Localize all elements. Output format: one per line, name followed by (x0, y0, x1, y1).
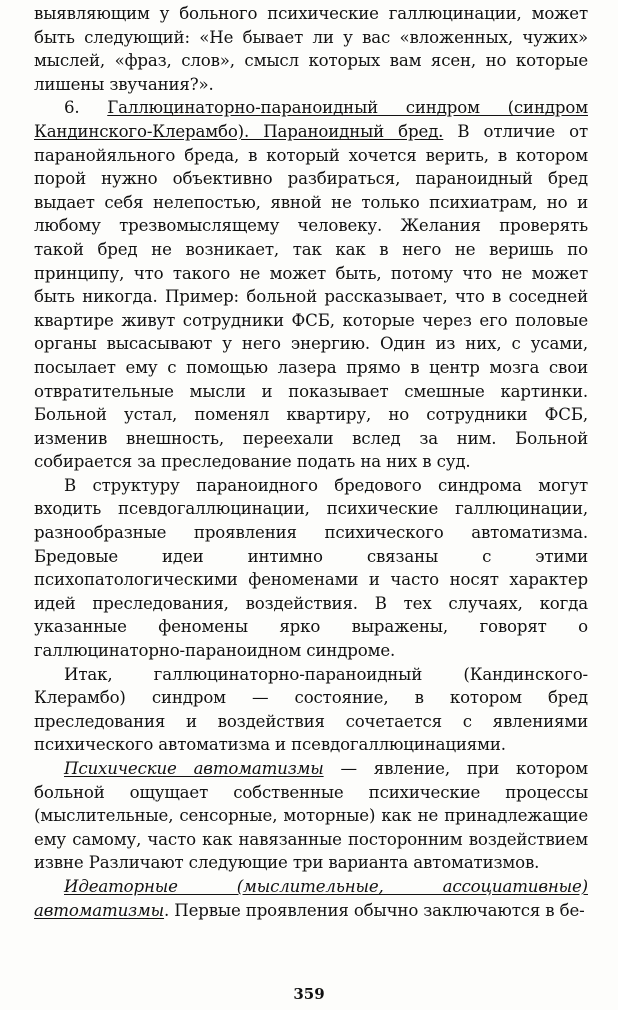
section-number: 6. (64, 98, 108, 118)
term-ideational-automatisms: Идеаторные (мыслительные, ассоциативные) автоматизмы (34, 876, 588, 920)
paragraph-syndrome-6 (34, 96, 588, 474)
paragraph-structure: В структуру параноидного бредового синдрома могут входить псевдогаллюцинации, психические галлюцинации, разнообразные проявления психического автоматизма. Бредовые идеи интимно связаны с этими психопатологическими феноменами и часто носят характер идей преследования, воздействия. В тех случаях, когда указанные феномены ярко выражены, говорят о галлюцинаторно-параноидном синдроме. (34, 475, 588, 661)
automatisms-definition: — явление, при котором больной ощущает собственные психические процессы (мыслительные, сенсорные, моторные) как не принадлежащие ему самому, часто как навязанные посторонним воздействием извне Различают следующие три варианта автоматизмов. (34, 759, 588, 873)
section-heading: Галлюцинаторно-параноидный синдром (синдром Кандинского-Клерамбо). Параноидный бред. (34, 98, 588, 141)
paragraph-summary: Итак, галлюцинаторно-параноидный (Кандинского-Клерамбо) синдром — состояние, в котором бред преследования и воздействия сочетается с явлениями психического автоматизма и псевдогаллюцинациями. (34, 664, 588, 755)
ideational-body: . Первые проявления обычно заключаются в бе- (164, 900, 585, 920)
section-body: В отличие от паранойяльного бреда, в который хочется верить, в котором порой нужно объективно разбираться, параноидный бред выдает себя нелепостью, явной не только психиатрам, но и любому трезвомыслящему человеку. Желания проверять такой бред не возникает, так как в него не веришь по принципу, что такого не может быть, потому что не может быть никогда. Пример: больной рассказывает, что в соседней квартире живут сотрудники ФСБ, которые через его половые органы высасывают у него энергию. Один из них, с усами, посылает ему с помощью лазера прямо в центр мозга свои отвратительные мысли и показывает смешные картинки. Больной устал, поменял квартиру, но сотрудники ФСБ, изменив внешность, переехали вслед за ним. Больной собирается за преследование подать на них в суд. (34, 121, 588, 472)
paragraph-ideational (34, 875, 588, 922)
term-psychic-automatisms: Психические автоматизмы (64, 759, 324, 778)
page-body-text (34, 2, 588, 922)
page-number: 359 (293, 985, 325, 1003)
paragraph-continuation: выявляющим у больного психические галлюцинации, может быть следующий: «Не бывает ли у вас «вложенных, чужих» мыслей, «фраз, слов», смысл которых вам ясен, но которые лишены звучания?». (34, 4, 588, 94)
paragraph-automatisms (34, 757, 588, 875)
